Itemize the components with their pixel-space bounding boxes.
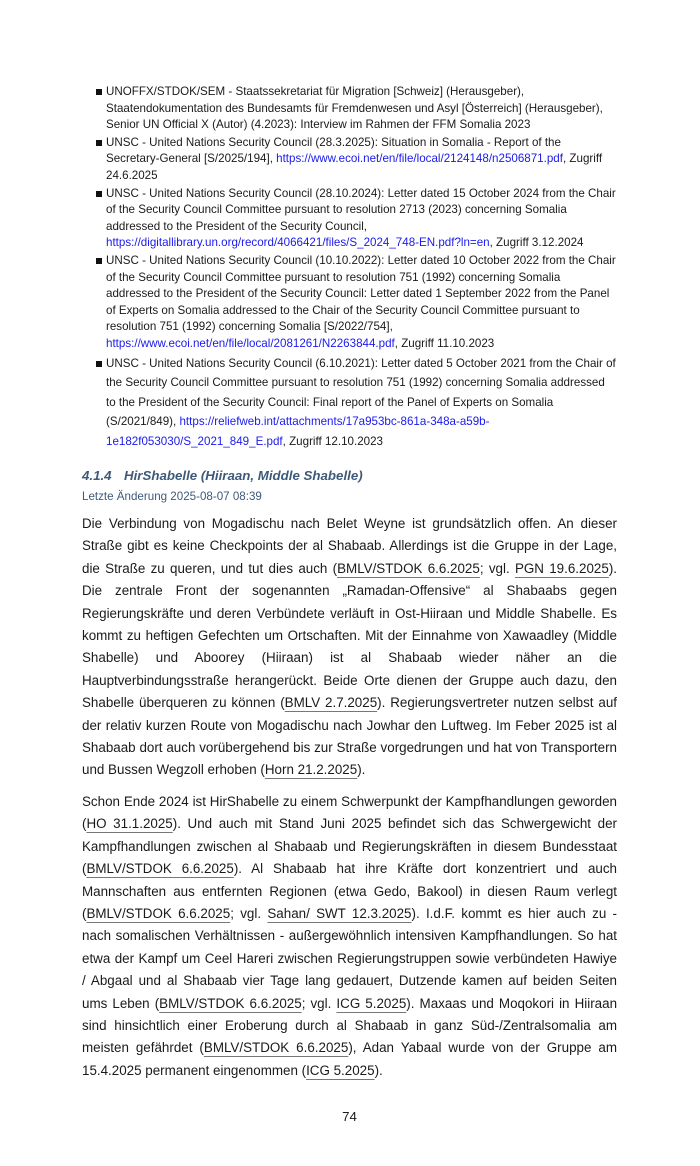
paragraph-text: ). I.d.F. kommt es hier auch zu - nach somalischen Verhältnissen - außergewöhnlich intensiven Kampfhandlungen. So hat etwa der Kampf um Ceel Hareri zwischen Regierungstruppen sowie verbündeten Hawiye / Abgaal und al Shabaab vier Tage lang gedauert, Dutzende kamen auf beiden Seiten ums Leben ( <box>82 905 618 1011</box>
paragraph-text: ). Maxaas und Moqokori in Hiiraan sind hinsichtlich einer Eroberung durch al Shabaab in ganz Süd-/Zentralsomalia am meisten gefährdet ( <box>82 995 618 1056</box>
paragraph-text: ). <box>374 1062 383 1078</box>
citation-link[interactable]: Sahan/ SWT 12.3.2025 <box>267 905 412 921</box>
section-heading <box>82 467 617 485</box>
reference-text: , Zugriff 3.12.2024 <box>489 236 584 250</box>
reference-text: UNSC - United Nations Security Council (28.10.2024): Letter dated 15 October 2024 from the Chair of the Security Council Committee pursuant to resolution 2713 (2023) concerning Somalia addressed to the President of the Security Council, <box>106 186 616 233</box>
reference-text: UNSC - United Nations Security Council (10.10.2022): Letter dated 10 October 2022 from the Chair of the Security Council Committee pursuant to resolution 751 (1992) concerning Somalia addressed to the President of the Security Council: Letter dated 1 September 2022 from the Panel of Experts on Somalia addressed to the Chair of the Security Council Committee pursuant to resolution 751 (1992) concerning Somalia [S/2022/754], <box>106 253 616 334</box>
paragraph-text: ; vgl. <box>479 560 515 576</box>
paragraph <box>82 791 617 1082</box>
citation-link[interactable]: PGN 19.6.2025 <box>514 560 609 576</box>
reference-item <box>96 84 617 134</box>
reference-text: , Zugriff 24.6.2025 <box>106 152 603 182</box>
body-text <box>82 513 617 1082</box>
paragraph-text: Die Verbindung von Mogadischu nach Belet Weyne ist grundsätzlich offen. An dieser Straße gibt es keine Checkpoints der al Shabaab. Allerdings ist die Gruppe in der Lage, die Straße zu queren, und tut dies auch ( <box>82 516 617 576</box>
citation-link[interactable]: ICG 5.2025 <box>336 995 407 1011</box>
paragraph-text: ). <box>357 762 366 778</box>
paragraph-text: ). Al Shabaab hat ihre Kräfte dort konzentriert und auch Mannschaften aus entfernten Regionen (etwa Gedo, Bakool) in diesen Raum verlegt ( <box>82 861 618 921</box>
paragraph-text: ). Regierungsvertreter nutzen selbst auf der relativ kurzen Route von Mogadischu nach Jowhar den Luftweg. Im Feber 2025 ist al Shabaab dort auch vorübergehend bis zur Straße vorgedrungen und hat von Transportern und Bussen Wegzoll erhoben ( <box>82 695 617 778</box>
paragraph <box>82 513 617 782</box>
page-number: 74 <box>342 1109 357 1125</box>
bullet-icon <box>96 140 102 146</box>
reference-item <box>96 135 617 185</box>
reference-link[interactable]: https://reliefweb.int/attachments/17a953bc-861a-348a-a59b-1e182f053030/S_2021_849_E.pdf <box>106 415 490 448</box>
reference-item <box>96 253 617 353</box>
reference-text: UNSC - United Nations Security Council (28.3.2025): Situation in Somalia - Report of the Secretary-General [S/2025/194], <box>106 135 561 166</box>
citation-link[interactable]: HO 31.1.2025 <box>86 816 173 832</box>
bullet-icon <box>96 89 102 95</box>
bullet-icon <box>96 258 102 264</box>
reference-text: UNOFFX/STDOK/SEM - Staatssekretariat für Migration [Schweiz] (Herausgeber), Staatendokumentation des Bundesamts für Fremdenwesen und Asyl [Österreich] (Herausgeber), Senior UN Official X (Autor) (4.2023): Interview im Rahmen der FFM Somalia 2023 <box>106 85 603 132</box>
paragraph-text: ). Die zentrale Front der sogenannten „Ramadan-Offensive“ al Shabaabs gegen Regierungskräfte und deren Verbündete verläuft in Ost-Hiiraan und Middle Shabelle. Es kommt zu heftigen Gefechten um Ortschaften. Mit der Einnahme von Xawaadley (Middle Shabelle) und Aboorey (Hiiraan) ist al Shabaab wieder näher an die Hauptverbindungsstraße herangerückt. Beide Orte dienen der Gruppe auch dazu, den Shabelle überqueren zu können ( <box>82 560 617 711</box>
citation-link[interactable]: BMLV/STDOK 6.6.2025 <box>337 560 480 576</box>
citation-link[interactable]: BMLV 2.7.2025 <box>284 695 378 711</box>
paragraph-text: ; vgl. <box>230 905 268 921</box>
reference-item <box>96 354 617 452</box>
paragraph-text: Schon Ende 2024 ist HirShabelle zu einem Schwerpunkt der Kampfhandlungen geworden ( <box>82 793 617 832</box>
paragraph-text: ), Adan Yabaal wurde von der Gruppe am 15.4.2025 permanent eingenommen ( <box>82 1040 617 1078</box>
citation-link[interactable]: BMLV/STDOK 6.6.2025 <box>86 905 231 921</box>
reference-link[interactable]: https://digitallibrary.un.org/record/4066421/files/S_2024_​748-EN.pdf?ln=en <box>106 236 490 250</box>
citation-link[interactable]: BMLV/STDOK 6.6.2025 <box>203 1040 349 1056</box>
reference-link[interactable]: https://www.ecoi.net/en/file/local/2124148/n2506871.pdf <box>276 152 563 166</box>
paragraph-text: ; vgl. <box>301 995 337 1011</box>
section-number: 4.1.4 <box>82 468 112 483</box>
bullet-icon <box>96 191 102 197</box>
reference-text: , Zugriff 12.10.2023 <box>282 434 383 448</box>
citation-link[interactable]: ICG 5.2025 <box>306 1062 375 1078</box>
last-changed: Letzte Änderung 2025-08-07 08:39 <box>82 490 262 503</box>
bullet-icon <box>96 361 102 367</box>
reference-item <box>96 186 617 252</box>
reference-list <box>96 84 617 451</box>
citation-link[interactable]: Horn 21.2.2025 <box>264 762 358 778</box>
reference-link[interactable]: https://www.ecoi.net/en/file/local/2081261/N2263844.pdf <box>106 336 395 350</box>
section-title: HirShabelle (Hiiraan, Middle Shabelle) <box>124 468 363 483</box>
paragraph-text: ). Und auch mit Stand Juni 2025 befindet sich das Schwergewicht der Kampfhandlungen zwischen al Shabaab und Regierungskräften in diesem Bundesstaat ( <box>82 816 617 877</box>
citation-link[interactable]: BMLV/STDOK 6.6.2025 <box>159 995 302 1011</box>
reference-text: UNSC - United Nations Security Council (6.10.2021): Letter dated 5 October 2021 from the Chair of the Security Council Committee pursuant to resolution 751 (1992) concerning Somalia addressed to the President of the Security Council: Final report of the Panel of Experts on Somalia (S/2021/849), <box>106 356 616 428</box>
reference-text: , Zugriff 11.10.2023 <box>394 336 495 350</box>
citation-link[interactable]: BMLV/STDOK 6.6.2025 <box>86 861 234 877</box>
